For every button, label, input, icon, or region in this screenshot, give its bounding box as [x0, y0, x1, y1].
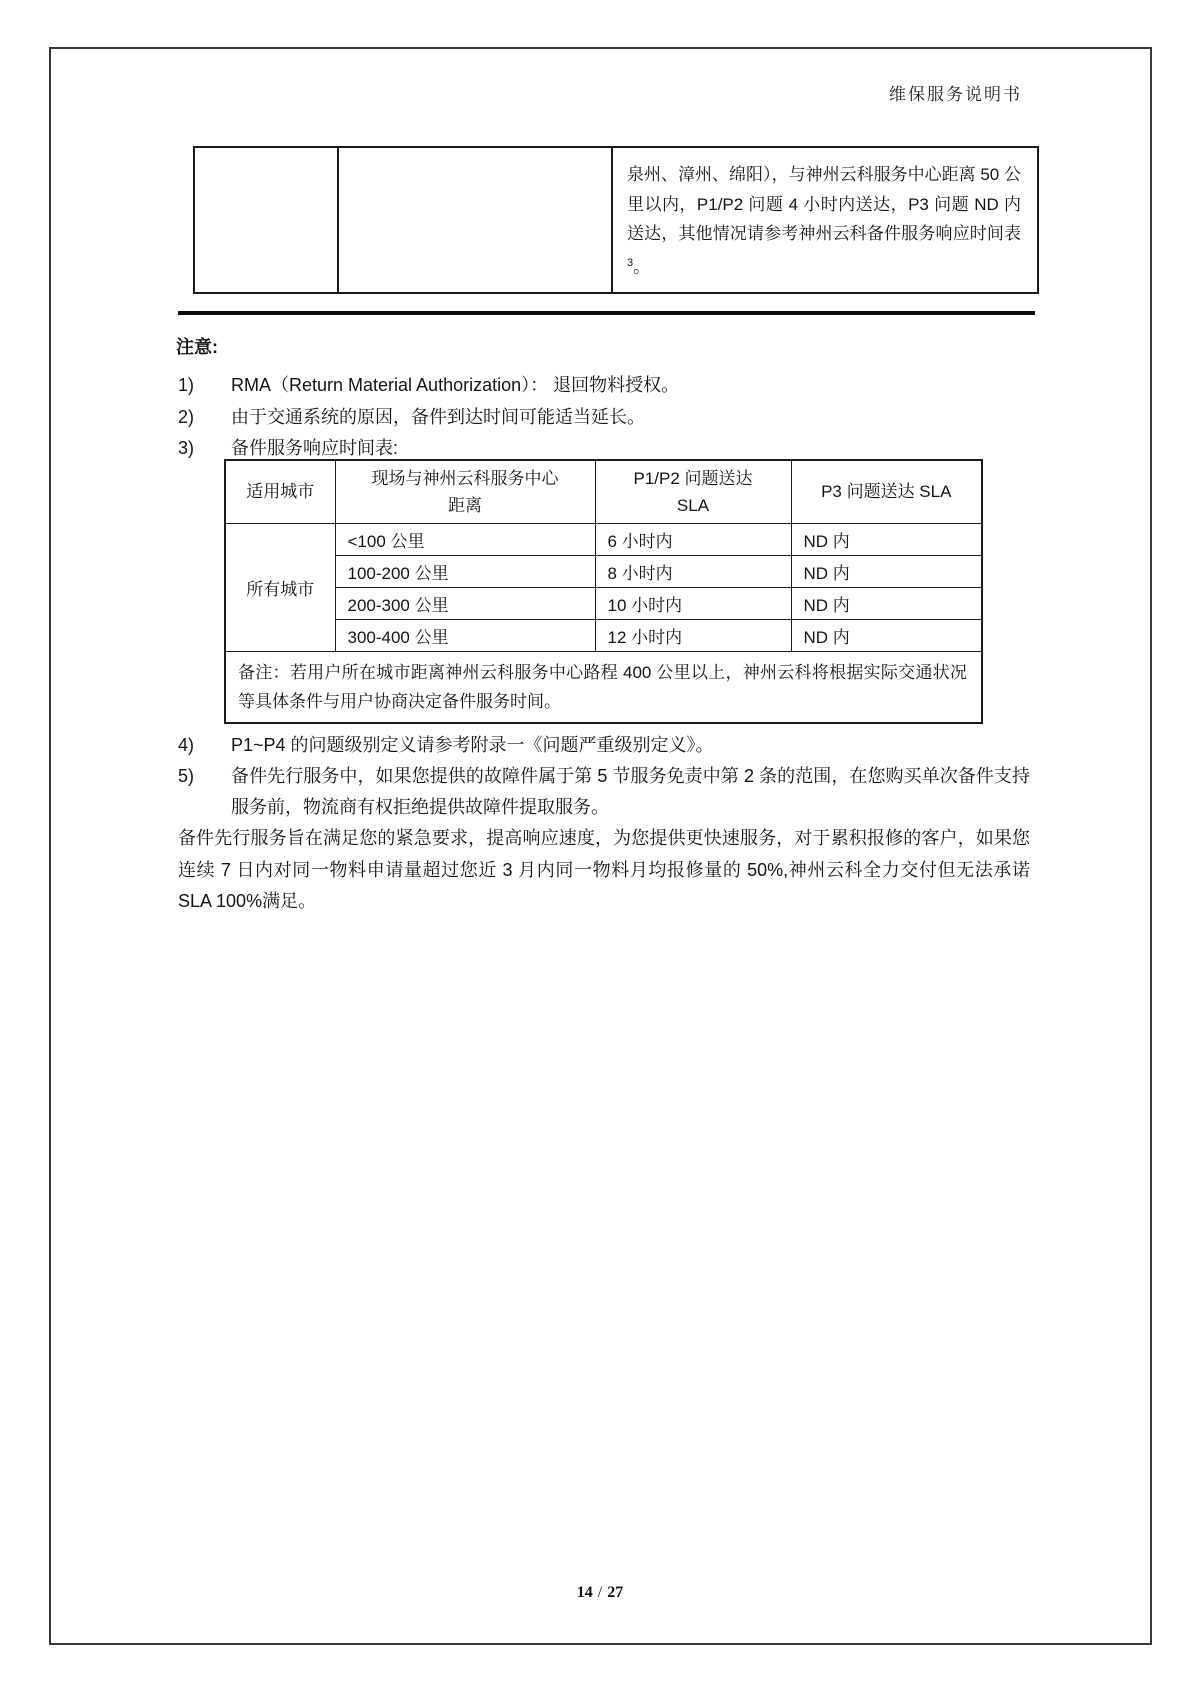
header-line: P3 问题送达 SLA	[821, 482, 952, 502]
spillover-text: 泉州、漳州、绵阳），与神州云科服务中心距离 50 公里以内，P1/P2 问题 4 小时内送达，P3 问题 ND 内送达，其他情况请参考神州云科备件服务响应时间表	[627, 165, 1021, 243]
header-line: 距离	[448, 495, 482, 515]
note-text: 由于交通系统的原因，备件到达时间可能适当延长。	[231, 407, 645, 427]
page-number-current: 14	[576, 1584, 593, 1601]
note-number: 3)	[178, 438, 195, 458]
sla-table	[224, 459, 983, 724]
note-item-1	[178, 370, 1030, 401]
sla-cell-p3: ND 内	[791, 619, 982, 651]
sla-table-header-row	[225, 460, 982, 523]
spillover-cell-empty-1	[194, 147, 338, 293]
header-title: 维保服务说明书	[889, 85, 1022, 104]
note-text: P1~P4 的问题级别定义请参考附录一《问题严重级别定义》。	[231, 735, 714, 755]
notes-heading: 注意:	[176, 337, 218, 357]
sla-header-city	[225, 460, 335, 523]
header-line: 现场与神州云科服务中心	[371, 468, 559, 488]
sla-table-row	[225, 555, 982, 587]
spillover-cell-text	[612, 147, 1038, 293]
sla-cell-distance: <100 公里	[335, 523, 595, 555]
sla-header-distance	[335, 460, 595, 523]
page-number-separator: /	[597, 1584, 603, 1601]
sla-footnote: 备注：若用户所在城市距离神州云科服务中心路程 400 公里以上，神州云科将根据实际交通状况等具体条件与用户协商决定备件服务时间。	[225, 651, 982, 723]
spillover-cell-empty-2	[338, 147, 612, 293]
note-number: 4)	[178, 735, 195, 755]
sla-cell-p3: ND 内	[791, 523, 982, 555]
note-item-4	[178, 730, 1030, 761]
note-number: 2)	[178, 407, 195, 427]
sla-cell-p12: 12 小时内	[595, 619, 791, 651]
sla-cell-p12: 8 小时内	[595, 555, 791, 587]
note-number: 1)	[178, 375, 195, 395]
sla-header-p12	[595, 460, 791, 523]
note-item-5	[178, 761, 1030, 823]
footnote-ref: 3	[627, 256, 634, 269]
note-text: RMA（Return Material Authorization）： 退回物料授权。	[231, 375, 680, 395]
section-divider	[178, 311, 1035, 315]
spillover-period: 。	[633, 257, 651, 277]
sla-table-row	[225, 523, 982, 555]
note-number: 5)	[178, 766, 195, 786]
sla-cell-p3: ND 内	[791, 587, 982, 619]
spillover-table-row	[194, 147, 1038, 293]
page-footer	[0, 1584, 1200, 1602]
sla-cell-p3: ND 内	[791, 555, 982, 587]
sla-cell-distance: 300-400 公里	[335, 619, 595, 651]
spillover-table	[193, 146, 1039, 294]
closing-paragraph: 备件先行服务旨在满足您的紧急要求，提高响应速度，为您提供更快速服务，对于累积报修的客户，如果您连续 7 日内对同一物料申请量超过您近 3 月内同一物料月均报修量的 50%,神州云科全力交付但无法承诺 SLA 100%满足。	[178, 828, 1030, 911]
sla-cell-city: 所有城市	[225, 523, 335, 651]
sla-table-row	[225, 587, 982, 619]
header-line: 适用城市	[246, 482, 315, 502]
note-text: 备件服务响应时间表:	[231, 438, 399, 458]
note-item-2	[178, 402, 1030, 433]
sla-table-footnote-row	[225, 651, 982, 723]
sla-cell-p12: 10 小时内	[595, 587, 791, 619]
page-number-total: 27	[607, 1584, 624, 1601]
sla-cell-distance: 200-300 公里	[335, 587, 595, 619]
sla-cell-p12: 6 小时内	[595, 523, 791, 555]
sla-header-p3	[791, 460, 982, 523]
header-line: P1/P2 问题送达	[633, 468, 753, 488]
sla-table-row	[225, 619, 982, 651]
header-line: SLA	[676, 495, 710, 515]
note-text: 备件先行服务中，如果您提供的故障件属于第 5 节服务免责中第 2 条的范围，在您购买单次备件支持服务前，物流商有权拒绝提供故障件提取服务。	[231, 766, 1030, 817]
sla-cell-distance: 100-200 公里	[335, 555, 595, 587]
